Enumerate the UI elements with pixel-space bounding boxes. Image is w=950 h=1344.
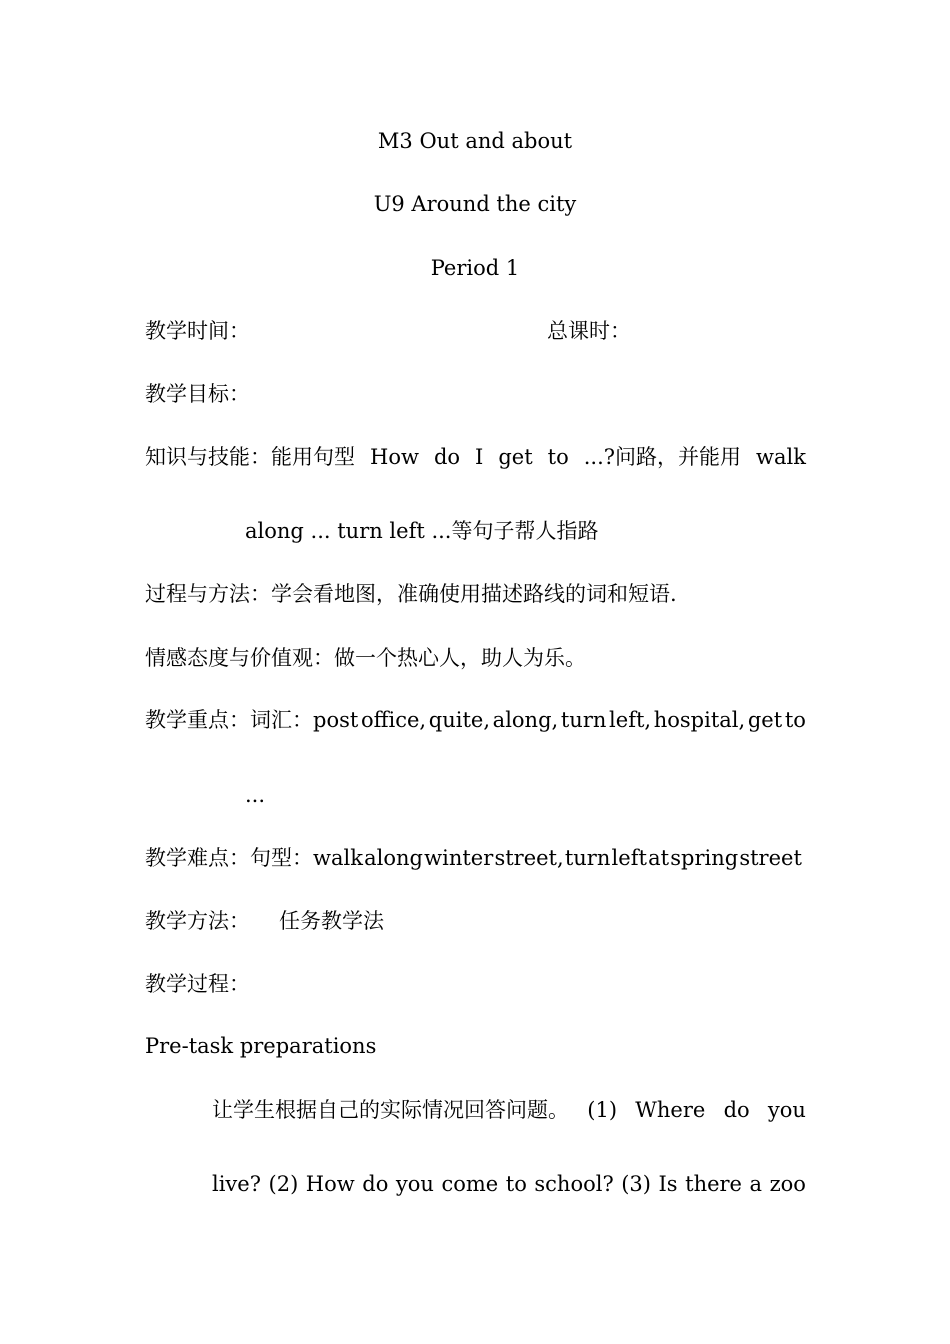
word: left, [609, 708, 652, 732]
key-points-line-2: ... [245, 783, 266, 807]
method-label: 教学方法： [145, 909, 250, 933]
module-title: M3 Out and about [377, 129, 573, 153]
word: to [547, 445, 569, 469]
word: turn [564, 846, 611, 870]
word: to [505, 1172, 527, 1196]
word: along [364, 846, 423, 870]
paragraph-line-1 [212, 1096, 806, 1124]
word: (1) [587, 1098, 618, 1122]
word: hospital, [653, 708, 746, 732]
word: live? [212, 1172, 261, 1196]
word: do [362, 1172, 389, 1196]
word: school? [534, 1172, 614, 1196]
word: office, [360, 708, 427, 732]
word: 教学重点：词汇：post [145, 708, 359, 732]
word: (2) [268, 1172, 299, 1196]
word: zoo [769, 1172, 806, 1196]
word: Where [635, 1098, 706, 1122]
method-value: 任务教学法 [279, 909, 384, 933]
word: do [433, 445, 461, 469]
word: to [784, 708, 806, 732]
word: I [475, 445, 484, 469]
word: you [395, 1172, 434, 1196]
process-method-line: 过程与方法：学会看地图，准确使用描述路线的词和短语. [145, 582, 677, 606]
paragraph-line-2 [212, 1170, 806, 1198]
word: 教学难点：句型：walk [145, 846, 363, 870]
teaching-time-label: 教学时间： [145, 319, 250, 343]
period-title: Period 1 [430, 256, 520, 280]
unit-title: U9 Around the city [373, 192, 577, 216]
total-lessons-label: 总课时： [547, 319, 631, 343]
word: street, [494, 846, 564, 870]
word: get [498, 445, 533, 469]
word: at [648, 846, 670, 870]
word: 让学生根据自己的实际情况回答问题。 [212, 1098, 569, 1122]
knowledge-line-1 [145, 443, 806, 471]
word: 知识与技能：能用句型 [145, 445, 355, 469]
word: come [441, 1172, 499, 1196]
word: walk [756, 445, 806, 469]
word: get [747, 708, 783, 732]
word: street [739, 846, 802, 870]
stage-heading: Pre-task preparations [145, 1034, 377, 1058]
word: ...?问路，并能用 [583, 445, 742, 469]
word: Is [658, 1172, 678, 1196]
word: along, [492, 708, 559, 732]
word: How [370, 445, 419, 469]
word: quite, [428, 708, 491, 732]
word: left [611, 846, 647, 870]
word: spring [670, 846, 739, 870]
word: do [723, 1098, 750, 1122]
word: a [749, 1172, 763, 1196]
objectives-heading: 教学目标： [145, 382, 250, 406]
word: there [685, 1172, 742, 1196]
word: (3) [621, 1172, 651, 1196]
word: winter [424, 846, 494, 870]
word: you [767, 1098, 806, 1122]
word: How [305, 1172, 355, 1196]
process-heading: 教学过程： [145, 972, 250, 996]
difficulty-line [145, 844, 802, 872]
knowledge-line-2: along ... turn left ...等句子帮人指路 [245, 519, 599, 543]
emotion-line: 情感态度与价值观：做一个热心人，助人为乐。 [145, 646, 586, 670]
word: turn [560, 708, 607, 732]
key-points-line-1 [145, 706, 806, 734]
